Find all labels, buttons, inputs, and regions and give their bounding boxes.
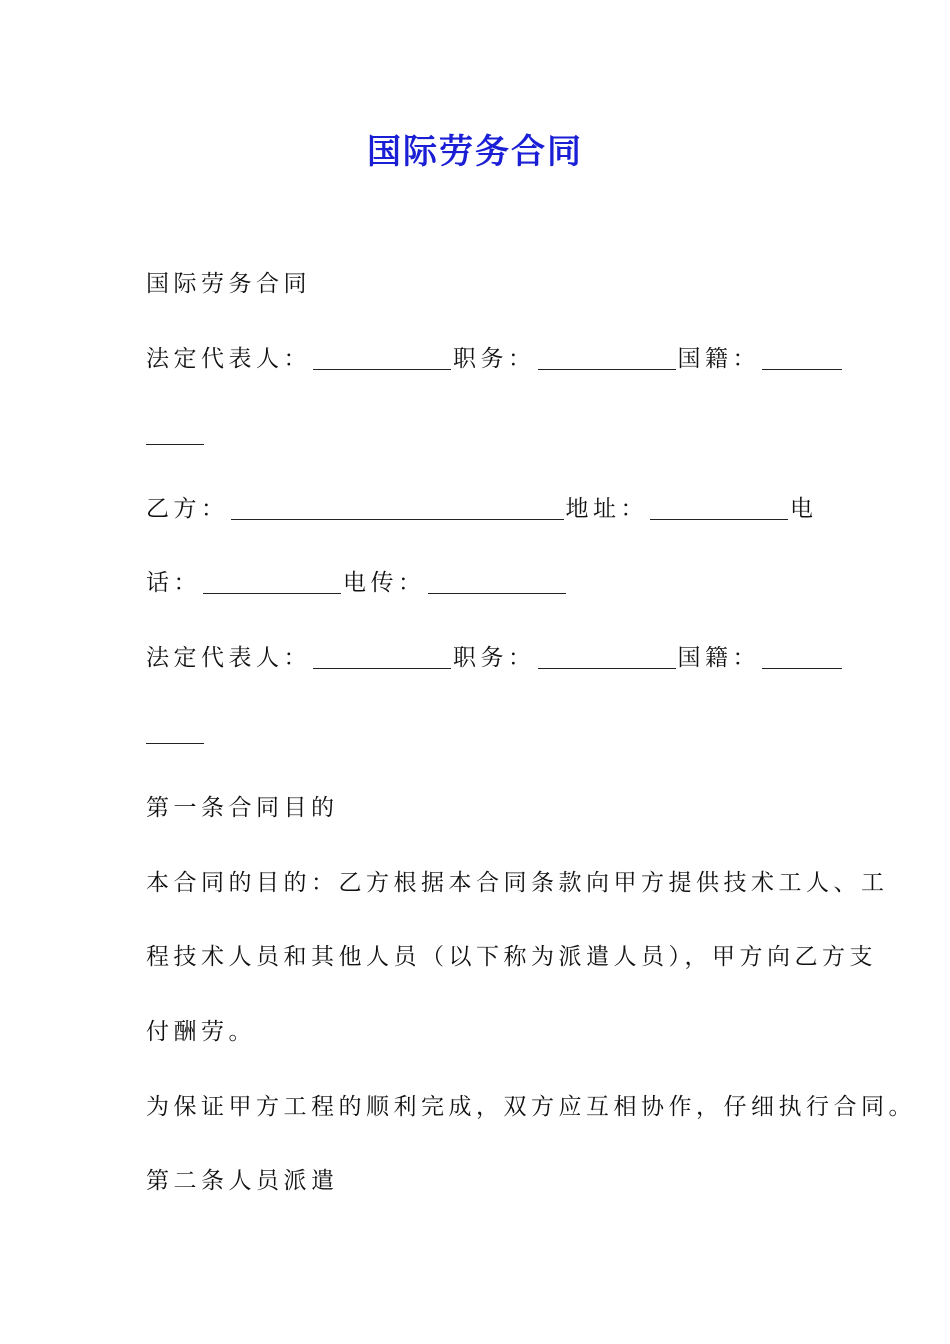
fax-blank[interactable] bbox=[428, 567, 566, 594]
nationality-label: 国籍： bbox=[677, 645, 760, 671]
article-1-paragraph-line: 程技术人员和其他人员（以下称为派遣人员），甲方向乙方支 bbox=[146, 944, 877, 970]
document-title: 国际劳务合同 bbox=[367, 132, 583, 172]
party-a-legal-rep-line bbox=[146, 343, 806, 375]
party-b-nationality-continuation bbox=[146, 717, 806, 749]
legal-rep-blank[interactable] bbox=[313, 343, 451, 370]
legal-rep-label: 法定代表人： bbox=[146, 645, 311, 671]
subtitle: 国际劳务合同 bbox=[146, 271, 311, 297]
address-blank[interactable] bbox=[650, 493, 788, 520]
phone-label-part1: 电 bbox=[790, 496, 818, 522]
party-b-legal-rep-line bbox=[146, 642, 806, 674]
position-blank[interactable] bbox=[538, 642, 676, 669]
party-b-blank[interactable] bbox=[231, 493, 564, 520]
article-1-heading: 第一条合同目的 bbox=[146, 795, 339, 821]
article-2-heading: 第二条人员派遣 bbox=[146, 1168, 339, 1194]
article-1-paragraph-2: 为保证甲方工程的顺利完成，双方应互相协作，仔细执行合同。 bbox=[146, 1094, 916, 1120]
party-a-nationality-continuation bbox=[146, 418, 806, 450]
nationality-blank-continued[interactable] bbox=[146, 418, 204, 445]
position-label: 职务： bbox=[453, 645, 536, 671]
position-label: 职务： bbox=[453, 346, 536, 372]
nationality-blank[interactable] bbox=[762, 343, 842, 370]
phone-label-part2: 话： bbox=[146, 570, 201, 596]
party-b-line bbox=[146, 493, 818, 525]
nationality-label: 国籍： bbox=[677, 346, 760, 372]
phone-blank[interactable] bbox=[203, 567, 341, 594]
party-b-label: 乙方： bbox=[146, 496, 229, 522]
article-1-paragraph-line: 本合同的目的：乙方根据本合同条款向甲方提供技术工人、工 bbox=[146, 870, 889, 896]
nationality-blank[interactable] bbox=[762, 642, 842, 669]
position-blank[interactable] bbox=[538, 343, 676, 370]
address-label: 地址： bbox=[565, 496, 648, 522]
fax-label: 电传： bbox=[343, 570, 426, 596]
party-b-phone-line bbox=[146, 567, 806, 599]
nationality-blank-continued[interactable] bbox=[146, 717, 204, 744]
legal-rep-label: 法定代表人： bbox=[146, 346, 311, 372]
legal-rep-blank[interactable] bbox=[313, 642, 451, 669]
article-1-paragraph-line: 付酬劳。 bbox=[146, 1019, 256, 1045]
